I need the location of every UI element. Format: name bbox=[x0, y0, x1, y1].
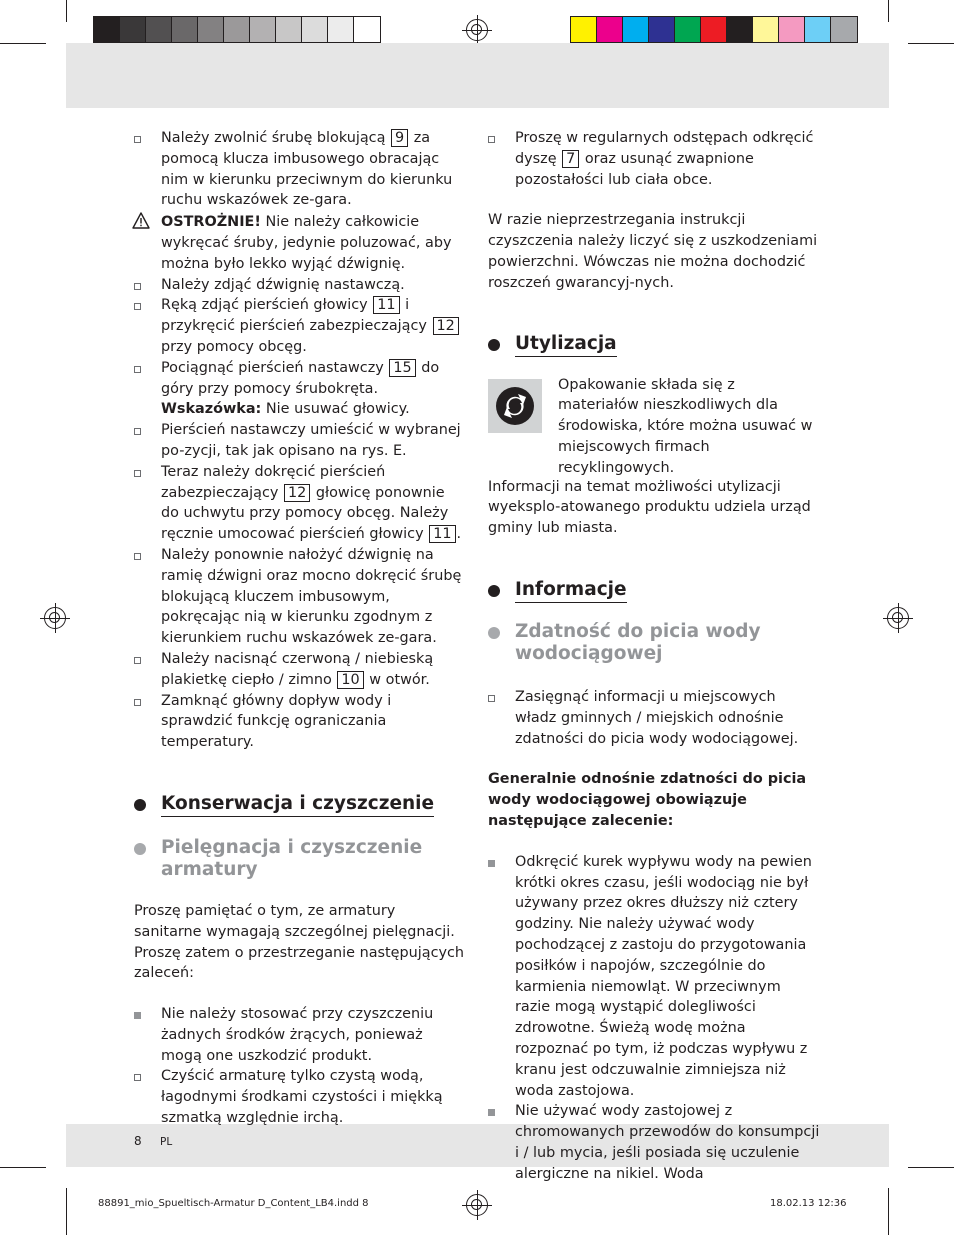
left-column bbox=[134, 128, 466, 1129]
disposal-info: Informacji na temat możliwości utylizacji wyeksplo-atowanego produktu udziela urząd gminy lub miasta. bbox=[488, 478, 811, 537]
grayscale-color-bar bbox=[93, 16, 381, 43]
crop-mark bbox=[888, 1188, 889, 1235]
section-heading-disposal: Utylizacja bbox=[488, 333, 820, 357]
checkbox-bullet-icon bbox=[488, 136, 495, 143]
color-swatch bbox=[94, 17, 120, 42]
crop-mark bbox=[888, 0, 889, 22]
list-item: Nie używać wody zastojowej z chromowanych przewodów do konsumpcji i / lub mycia, jeśli posiada się uczulenie alergiczne na nikiel. Woda bbox=[488, 1101, 820, 1184]
color-swatch bbox=[675, 17, 701, 42]
color-swatch bbox=[120, 17, 146, 42]
file-slug: 88891_mio_Spueltisch-Armatur D_Content_LB4.indd 8 bbox=[98, 1198, 369, 1209]
registration-mark-icon bbox=[44, 607, 66, 629]
process-color-bar bbox=[570, 16, 858, 43]
checkbox-bullet-icon bbox=[488, 695, 495, 702]
list-item: Ręką zdjąć pierścień głowicy 11 i przykręcić pierścień zabezpieczający 12 przy pomocy obcęg. bbox=[134, 295, 466, 357]
list-item: Pociągnąć pierścień nastawczy 15 do góry przy pomocy śrubokręta. Wskazówka: Nie usuwać głowicy. bbox=[134, 358, 466, 420]
color-swatch bbox=[701, 17, 727, 42]
part-number-badge: 15 bbox=[389, 359, 415, 377]
caution-note: OSTROŻNIE! Nie należy całkowicie wykręcać śruby, jedynie poluzować, aby można było lekko wyjąć dźwignię. bbox=[134, 212, 466, 274]
subsection-bullet-icon bbox=[134, 843, 146, 855]
section-bullet-icon bbox=[488, 339, 500, 351]
crop-mark bbox=[66, 0, 67, 22]
list-item: Należy zwolnić śrubę blokującą 9 za pomocą klucza imbusowego obracając nim w kierunku przeciwnym do kierunku ruchu wskazówek ze-gara. bbox=[134, 128, 466, 211]
list-item: Nie należy stosować przy czyszczeniu żadnych środków żrących, ponieważ mogą one uszkodzić produkt. bbox=[134, 1004, 466, 1066]
checkbox-bullet-icon bbox=[134, 657, 141, 664]
color-swatch bbox=[302, 17, 328, 42]
packaging-text: Opakowanie składa się z materiałów nieszkodliwych dla środowiska, które można usuwać w miejscowych firmach recyklingowych. bbox=[558, 376, 813, 476]
section-heading-information: Informacje bbox=[488, 579, 820, 603]
header-band bbox=[66, 43, 889, 108]
checkbox-bullet-icon bbox=[134, 136, 141, 143]
checkbox-bullet-icon bbox=[134, 1074, 141, 1081]
color-swatch bbox=[753, 17, 779, 42]
checkbox-bullet-icon bbox=[134, 470, 141, 477]
list-item: Należy nacisnąć czerwoną / niebieską plakietkę ciepło / zimno 10 w otwór. bbox=[134, 649, 466, 691]
color-swatch bbox=[250, 17, 276, 42]
color-swatch bbox=[328, 17, 354, 42]
part-number-badge: 7 bbox=[562, 150, 579, 168]
checkbox-bullet-icon bbox=[134, 303, 141, 310]
registration-mark-icon bbox=[887, 607, 909, 629]
page-number: 8 bbox=[134, 1134, 142, 1148]
color-swatch bbox=[224, 17, 250, 42]
subsection-bullet-icon bbox=[488, 627, 500, 639]
crop-mark bbox=[908, 43, 954, 44]
packaging-recycling-box bbox=[488, 375, 820, 479]
part-number-badge: 12 bbox=[433, 317, 459, 335]
language-code: PL bbox=[160, 1136, 173, 1148]
warranty-warning: W razie nieprzestrzegania instrukcji czyszczenia należy liczyć się z uszkodzeniami powierzchni. Wówczas nie można dochodzić roszczeń gwarancyj-nych. bbox=[488, 212, 818, 291]
care-intro: Proszę pamiętać o tym, ze armatury sanitarne wymagają szczególnej pielęgnacji. Proszę zatem o przestrzeganie następujących zaleceń: bbox=[134, 902, 465, 982]
green-dot-recycling-icon bbox=[488, 379, 542, 433]
color-swatch bbox=[831, 17, 857, 42]
date-slug: 18.02.13 12:36 bbox=[770, 1198, 847, 1209]
crop-mark bbox=[908, 1167, 954, 1168]
subsection-heading-water: Zdatność do picia wody wodociągowej bbox=[488, 621, 820, 665]
caution-label: OSTROŻNIE! bbox=[161, 214, 261, 231]
crop-mark bbox=[0, 43, 46, 44]
square-bullet-icon bbox=[488, 860, 495, 867]
list-item: Czyścić armaturę tylko czystą wodą, łagodnymi środkami czystości i miękką szmatką względnie irchą. bbox=[134, 1066, 466, 1128]
part-number-badge: 11 bbox=[429, 525, 455, 543]
square-bullet-icon bbox=[134, 1012, 141, 1019]
part-number-badge: 12 bbox=[284, 484, 310, 502]
checkbox-bullet-icon bbox=[134, 283, 141, 290]
list-item: Proszę w regularnych odstępach odkręcić dyszę 7 oraz usunąć zwapnione pozostałości lub ciała obce. bbox=[488, 128, 820, 190]
list-item: Należy ponownie nałożyć dźwignię na ramię dźwigni oraz mocno dokręcić śrubę blokującą kluczem imbusowym, pokręcając nią w kierunku zgodnym z kierunkiem ruchu wskazówek ze-gara. bbox=[134, 545, 466, 649]
checkbox-bullet-icon bbox=[134, 699, 141, 706]
color-swatch bbox=[354, 17, 380, 42]
checkbox-bullet-icon bbox=[134, 553, 141, 560]
checkbox-bullet-icon bbox=[134, 366, 141, 373]
color-swatch bbox=[571, 17, 597, 42]
checkbox-bullet-icon bbox=[134, 428, 141, 435]
registration-mark-icon bbox=[466, 19, 488, 41]
hint-label: Wskazówka: bbox=[161, 401, 262, 418]
list-item: Zamknąć główny dopływ wody i sprawdzić funkcję ograniczania temperatury. bbox=[134, 691, 466, 753]
color-swatch bbox=[649, 17, 675, 42]
crop-mark bbox=[66, 1188, 67, 1235]
list-item: Odkręcić kurek wypływu wody na pewien krótki okres czasu, jeśli wodociąg nie był używany przez okres dłuższy niż cztery godziny. Nie należy używać wody pochodzącej z zastoju do przygotowania posiłków i napojów, szczególnie do karmienia niemowląt. W przeciwnym razie mogą wystąpić dolegliwości zdrowotne. Świeżą wodę można rozpoznać po tym, iż podczas wypływu z kranu jest odczuwalnie zimniejsza niż woda zastojowa. bbox=[488, 852, 820, 1102]
color-swatch bbox=[623, 17, 649, 42]
part-number-badge: 10 bbox=[337, 671, 363, 689]
color-swatch bbox=[198, 17, 224, 42]
section-heading-maintenance: Konserwacja i czyszczenie bbox=[134, 793, 466, 817]
list-item: Zasięgnąć informacji u miejscowych władz gminnych / miejskich odnośnie zdatności do picia wody wodociągowej. bbox=[488, 687, 820, 749]
recommendation-heading: Generalnie odnośnie zdatności do picia wody wodociągowej obowiązuje następujące zalecenie: bbox=[488, 771, 807, 829]
warning-triangle-icon bbox=[132, 212, 150, 230]
crop-mark bbox=[0, 1167, 46, 1168]
color-swatch bbox=[172, 17, 198, 42]
part-number-badge: 11 bbox=[373, 296, 399, 314]
section-bullet-icon bbox=[134, 799, 146, 811]
list-item: Pierścień nastawczy umieścić w wybranej po-zycji, tak jak opisano na rys. E. bbox=[134, 420, 466, 462]
color-swatch bbox=[779, 17, 805, 42]
color-swatch bbox=[276, 17, 302, 42]
color-swatch bbox=[597, 17, 623, 42]
section-bullet-icon bbox=[488, 585, 500, 597]
subsection-heading-care: Pielęgnacja i czyszczenie armatury bbox=[134, 837, 466, 881]
part-number-badge: 9 bbox=[391, 129, 408, 147]
color-swatch bbox=[727, 17, 753, 42]
registration-mark-icon bbox=[466, 1194, 488, 1216]
square-bullet-icon bbox=[488, 1109, 495, 1116]
color-swatch bbox=[805, 17, 831, 42]
list-item: Należy zdjąć dźwignię nastawczą. bbox=[134, 275, 466, 296]
color-swatch bbox=[146, 17, 172, 42]
right-column bbox=[488, 128, 820, 1184]
list-item: Teraz należy dokręcić pierścień zabezpieczający 12 głowicę ponownie do uchwytu przy pomocy obcęg. Należy ręcznie umocować pierścień głowicy 11 . bbox=[134, 462, 466, 545]
